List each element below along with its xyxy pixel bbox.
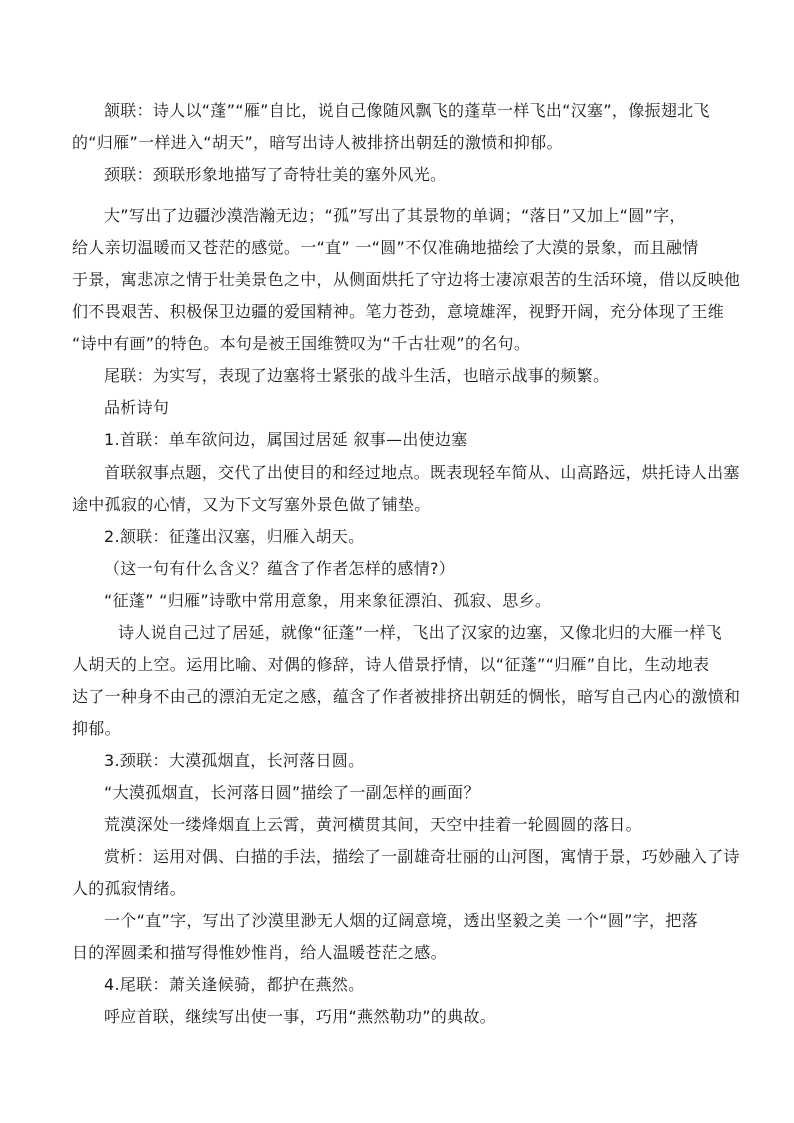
question-line: “大漠孤烟直，长河落日圆”描绘了一副怎样的画面？ — [104, 783, 480, 802]
poem-line-heading: 3.颈联：大漠孤烟直，长河落日圆。 — [104, 751, 365, 770]
paragraph-line: “诗中有画”的特色。本句是被王国维赞叹为“千古壮观”的名句。 — [72, 334, 531, 353]
paragraph-line: 荒漠深处一缕烽烟直上云霄，黄河横贯其间，天空中挂着一轮圆圆的落日。 — [104, 815, 642, 834]
paragraph-line: 抑郁。 — [72, 719, 121, 738]
poem-line-heading: 1.首联：单车欲问边，属国过居延 叙事—出使边塞 — [104, 430, 468, 449]
poem-line-heading: 2.颔联：征蓬出汉塞，归雁入胡天。 — [104, 527, 365, 546]
paragraph-line: 人的孤寂情绪。 — [72, 879, 187, 898]
paragraph-line: 呼应首联，继续写出使一事，巧用“燕然勒功”的典故。 — [104, 1007, 497, 1026]
paragraph-line: 们不畏艰苦、积极保卫边疆的爱国精神。笔力苍劲，意境雄浑，视野开阔，充分体现了王维 — [72, 302, 725, 321]
paragraph-line: 日的浑圆柔和描写得惟妙惟肖，给人温暖苍茫之感。 — [72, 943, 447, 962]
paragraph-line: 首联叙事点题，交代了出使目的和经过地点。既表现轻车简从、山高路远，烘托诗人出塞 — [104, 463, 740, 482]
poem-line-heading: 4.尾联：萧关逢候骑，都护在燕然。 — [104, 975, 365, 994]
paragraph-line: 一个“直”字，写出了沙漠里渺无人烟的辽阔意境，透出坚毅之美 一个“圆”字，把落 — [104, 911, 698, 930]
paragraph-line: 大”写出了边疆沙漠浩瀚无边；“孤”写出了其景物的单调；“落日”又加上“圆”字， — [104, 206, 686, 225]
paragraph-line: “征蓬” “归雁”诗歌中常用意象，用来象征漂泊、孤寂、思乡。 — [104, 591, 552, 610]
paragraph-line: 诗人说自己过了居延，就像“征蓬”一样，飞出了汉家的边塞，又像北归的大雁一样飞 — [118, 623, 722, 642]
question-line: （这一句有什么含义？蕴含了作者怎样的感情?） — [104, 559, 456, 578]
paragraph-line: 途中孤寂的心情，又为下文写塞外景色做了铺垫。 — [72, 495, 431, 514]
paragraph-line: 的“归雁”一样进入“胡天”，暗写出诗人被排挤出朝廷的激愤和抑郁。 — [72, 133, 563, 152]
paragraph-line: 人胡天的上空。运用比喻、对偶的修辞，诗人借景抒情，以“征蓬”“归雁”自比，生动地表 — [72, 655, 710, 674]
paragraph-line: 于景，寓悲凉之情于壮美景色之中，从侧面烘托了守边将士凄凉艰苦的生活环境，借以反映他 — [72, 270, 741, 289]
section-heading: 品析诗句 — [104, 398, 170, 417]
paragraph-line: 赏析：运用对偶、白描的手法，描绘了一副雄奇壮丽的山河图，寓情于景，巧妙融入了诗 — [104, 847, 740, 866]
paragraph-line: 给人亲切温暖而又苍茫的感觉。一“直” 一“圆”不仅准确地描绘了大漠的景象，而且融情 — [72, 238, 699, 257]
paragraph-line: 达了一种身不由己的漂泊无定之感，蕴含了作者被排挤出朝廷的惆怅，暗写自己内心的激愤和 — [72, 687, 741, 706]
paragraph-line: 颔联：诗人以“蓬”“雁”自比，说自己像随风飘飞的蓬草一样飞出“汉塞”，像振翅北飞 — [104, 101, 710, 120]
paragraph-line: 颈联：颈联形象地描写了奇特壮美的塞外风光。 — [104, 165, 447, 184]
paragraph-line: 尾联：为实写，表现了边塞将士紧张的战斗生活，也暗示战事的频繁。 — [104, 366, 610, 385]
